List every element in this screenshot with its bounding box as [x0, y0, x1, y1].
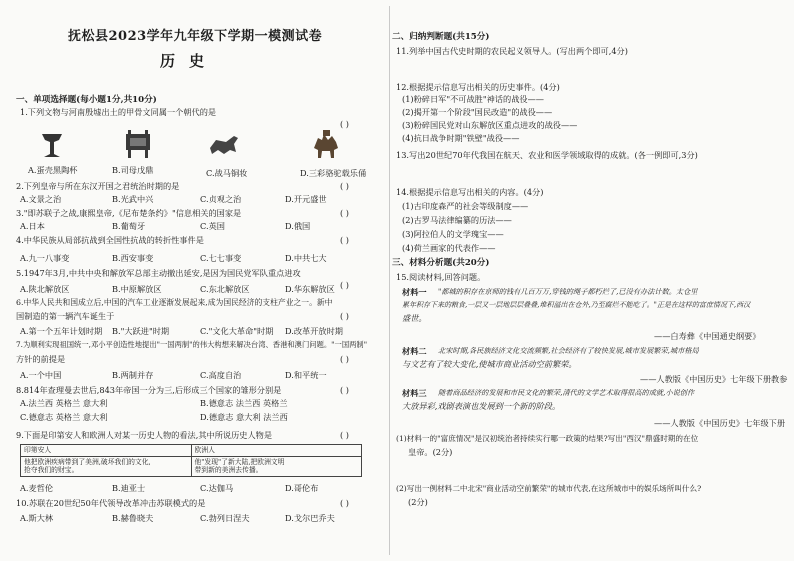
q8-stem: 8.814年查理曼去世后,843年帝国一分为三,后形成三个国家的雏形分别是: [16, 385, 282, 395]
material3-line2: 大放异彩,戏剧表演也发展到一个新的阶段。: [402, 401, 561, 411]
q12-stem: 12.根据提示信息写出相关的历史事件。(4分): [396, 82, 560, 92]
q7-option-c[interactable]: C.高度自治: [200, 370, 242, 380]
q5-option-c[interactable]: C.东北解放区: [200, 284, 250, 294]
q1-stem: 1.下列文物与河南殷墟出土的甲骨文同属一个朝代的是: [20, 107, 217, 117]
q9-option-b[interactable]: B.迪亚士: [112, 483, 146, 493]
q2-option-b[interactable]: B.光武中兴: [112, 194, 154, 204]
q3-option-b[interactable]: B.葡萄牙: [112, 221, 146, 231]
q12-item-2[interactable]: (2)揭开第一个阶段"国民改造"的战役——: [402, 107, 553, 117]
material2-source: ——人教版《中国历史》七年级下册教参: [640, 374, 788, 384]
q7-stem: 7.为顺利实现祖国统一,邓小平创造性地提出"一国两制"的伟大构想来解决台湾、香港和澳门问题。"一国两制": [16, 340, 368, 349]
section3-title: 三、材料分析题(共20分): [392, 258, 490, 268]
q14-item-2[interactable]: (2)古罗马法律编纂的历法——: [402, 215, 512, 225]
q6-option-a[interactable]: A.第一个五年计划时期: [20, 326, 103, 336]
q1-option-c[interactable]: C.战马铜妆: [206, 168, 248, 178]
q11-stem: 11.列举中国古代史时期的农民起义领导人。(写出两个即可,4分): [396, 46, 628, 56]
q5-stem: 5.1947年3月,中共中央和解放军总部主动撤出延安,是因为国民党军队重点进攻: [16, 268, 301, 278]
material2-line2: 与文艺有了较大变化,使城市商业活动空前繁荣。: [402, 359, 577, 369]
column-divider: [389, 6, 390, 555]
q14-item-1[interactable]: (1)古印度森严的社会等级制度——: [402, 201, 529, 211]
material1-line3: 盛世。: [402, 313, 427, 323]
right-column: [392, 0, 794, 561]
q4-option-c[interactable]: C.七七事变: [200, 253, 242, 263]
q1-answer-paren[interactable]: ( ): [340, 119, 349, 129]
camel-figurine-icon: [306, 128, 346, 160]
q15-sub2-line1: (2)写出一例材料二中北宋"商业活动空前繁荣"的城市代表,在这所城市中的娱乐场所叫什么?: [396, 484, 702, 493]
q10-option-c[interactable]: C.勃列日涅夫: [200, 513, 250, 523]
q10-answer-paren[interactable]: ( ): [340, 498, 349, 508]
q7-option-a[interactable]: A.一个中国: [20, 370, 62, 380]
material1-source: ——白寿彝《中国通史纲要》: [654, 331, 761, 341]
q7-stem-line2: 方针的前提是: [16, 354, 66, 364]
section1-title: 一、单项选择题(每小题1分,共10分): [16, 95, 157, 105]
material1-line2: 累年积存下来的粮食,一层又一层地层层叠叠,堆积溢出在仓外,乃至腐烂不能吃了。"正是在这样的富庶情况下,西汉: [402, 301, 751, 309]
q4-stem: 4.中华民族从局部抗战到全国性抗战的转折性事件是: [16, 235, 204, 245]
q4-option-b[interactable]: B.西安事变: [112, 253, 154, 263]
q7-option-b[interactable]: B.两制并存: [112, 370, 154, 380]
q2-answer-paren[interactable]: ( ): [340, 181, 349, 191]
q1-option-d[interactable]: D.三彩骆驼载乐俑: [300, 168, 367, 178]
q9-table-header-european: 欧洲人: [191, 445, 362, 457]
q14-item-3[interactable]: (3)阿拉伯人的文学瑰宝——: [402, 229, 504, 239]
material1-line1: "都城的积存在京师的钱有几百万万,穿钱的绳子都朽烂了,已没有办法计数。太仓里: [438, 287, 698, 296]
q15-sub1-line1: (1)材料一的"富庶情况"是汉初统治者持续实行哪一政策的结果?写出"西汉"鼎盛时期的在位: [396, 434, 699, 443]
q7-option-d[interactable]: D.和平统一: [285, 370, 327, 380]
q15-stem: 15.阅读材料,回答问题。: [396, 272, 486, 282]
q4-option-d[interactable]: D.中共七大: [285, 253, 327, 263]
q6-answer-paren[interactable]: ( ): [340, 311, 349, 321]
q12-item-4[interactable]: (4)抗日战争时期"铁壁"战役——: [402, 133, 520, 143]
q4-answer-paren[interactable]: ( ): [340, 235, 349, 245]
q9-table-cell-european: 他"发现"了新大陆,把欧洲文明 带到新的美洲去传播。: [191, 456, 362, 476]
q9-stem: 9.下面是印第安人和欧洲人对某一历史人物的看法,其中所说历史人物是: [16, 430, 273, 440]
q5-answer-paren[interactable]: ( ): [340, 280, 349, 290]
q3-option-a[interactable]: A.日本: [20, 221, 45, 231]
q9-answer-paren[interactable]: ( ): [340, 430, 349, 440]
material3-source: ——人教版《中国历史》七年级下册: [654, 418, 786, 428]
section2-title: 二、归纳判断题(共15分): [392, 32, 490, 42]
q9-option-d[interactable]: D.哥伦布: [285, 483, 319, 493]
horse-bronze-icon: [204, 128, 244, 160]
q1-option-b[interactable]: B.司母戊鼎: [112, 165, 154, 175]
exam-title: 抚松县2023学年九年级下学期一模测试卷: [68, 29, 323, 44]
material2-line1: 北宋时期,各民族经济文化交流频繁,社会经济有了较快发展,城市发展繁荣,城市格局: [438, 346, 699, 355]
q9-option-c[interactable]: C.达伽马: [200, 483, 234, 493]
material3-label: 材料三: [402, 388, 427, 398]
q2-option-d[interactable]: D.开元盛世: [285, 194, 327, 204]
q10-option-a[interactable]: A.斯大林: [20, 513, 54, 523]
q9-option-a[interactable]: A.麦哲伦: [20, 483, 54, 493]
q5-option-d[interactable]: D.华东解放区: [285, 284, 335, 294]
material1-label: 材料一: [402, 287, 427, 297]
q8-option-b[interactable]: B.德意志 法兰西 英格兰: [200, 398, 288, 408]
q3-stem: 3."即苏联子之战,康熙皇帝,《尼布楚条约》"信息相关的国家是: [16, 208, 242, 218]
q14-stem: 14.根据提示信息写出相关的内容。(4分): [396, 187, 544, 197]
q2-stem: 2.下列皇帝与所在东汉开国之君统治时期的是: [16, 181, 180, 191]
tripod-ding-icon: [118, 128, 158, 160]
q3-option-c[interactable]: C.英国: [200, 221, 225, 231]
q12-item-1[interactable]: (1)粉碎日军"不可战胜"神话的战役——: [402, 94, 544, 104]
q1-option-a[interactable]: A.蛋壳黑陶杯: [28, 165, 78, 175]
q5-option-a[interactable]: A.陕北解放区: [20, 284, 70, 294]
q9-opinion-table: [20, 444, 362, 477]
q7-answer-paren[interactable]: ( ): [340, 354, 349, 364]
bronze-ware-icon: [32, 128, 72, 160]
q4-option-a[interactable]: A.九一八事变: [20, 253, 70, 263]
q15-sub1-line2: 皇帝。(2分): [408, 447, 453, 457]
q12-item-3[interactable]: (3)粉碎国民党对山东解放区重点进攻的战役——: [402, 120, 578, 130]
q6-stem: 6.中华人民共和国成立后,中国的汽车工业逐渐发展起来,成为国民经济的支柱产业之一。新中: [16, 298, 333, 307]
q3-option-d[interactable]: D.俄国: [285, 221, 311, 231]
material3-line1: 随着商品经济的发展和市民文化的繁荣,清代的文学艺术取得很高的成就,小说创作: [438, 388, 695, 397]
q5-option-b[interactable]: B.中原解放区: [112, 284, 162, 294]
q2-option-c[interactable]: C.贞观之治: [200, 194, 242, 204]
q15-sub2-line2: (2分): [408, 497, 428, 507]
q10-option-d[interactable]: D.戈尔巴乔夫: [285, 513, 335, 523]
q10-stem: 10.苏联在20世纪50年代领导改革冲击苏联模式的是: [16, 498, 206, 508]
q8-option-a[interactable]: A.法兰西 英格兰 意大利: [20, 398, 108, 408]
q14-item-4[interactable]: (4)荷兰画家的代表作——: [402, 243, 496, 253]
q3-answer-paren[interactable]: ( ): [340, 208, 349, 218]
q6-option-b[interactable]: B."大跃进"时期: [112, 326, 170, 336]
q13-stem: 13.写出20世纪70年代我国在航天、农业和医学领域取得的成就。(各一例即可,3分): [396, 150, 698, 160]
material2-label: 材料二: [402, 346, 427, 356]
q10-option-b[interactable]: B.赫鲁晓夫: [112, 513, 154, 523]
q8-option-c[interactable]: C.德意志 英格兰 意大利: [20, 412, 108, 422]
left-column: [0, 0, 388, 561]
q6-stem-line2: 国制造的第一辆汽车诞生于: [16, 311, 115, 321]
q6-option-d[interactable]: D.改革开放时期: [285, 326, 343, 336]
subject-title: 历史: [160, 52, 219, 70]
q9-table-cell-indigenous: 他把欧洲疾病带到了美洲,破坏我们的文化, 抢夺我们的财宝。: [21, 456, 192, 476]
q8-answer-paren[interactable]: ( ): [340, 385, 349, 395]
q6-option-c[interactable]: C."文化大革命"时期: [200, 326, 274, 336]
q8-option-d[interactable]: D.德意志 意大利 法兰西: [200, 412, 288, 422]
q9-table-header-indigenous: 印第安人: [21, 445, 192, 457]
q2-option-a[interactable]: A.文景之治: [20, 194, 62, 204]
